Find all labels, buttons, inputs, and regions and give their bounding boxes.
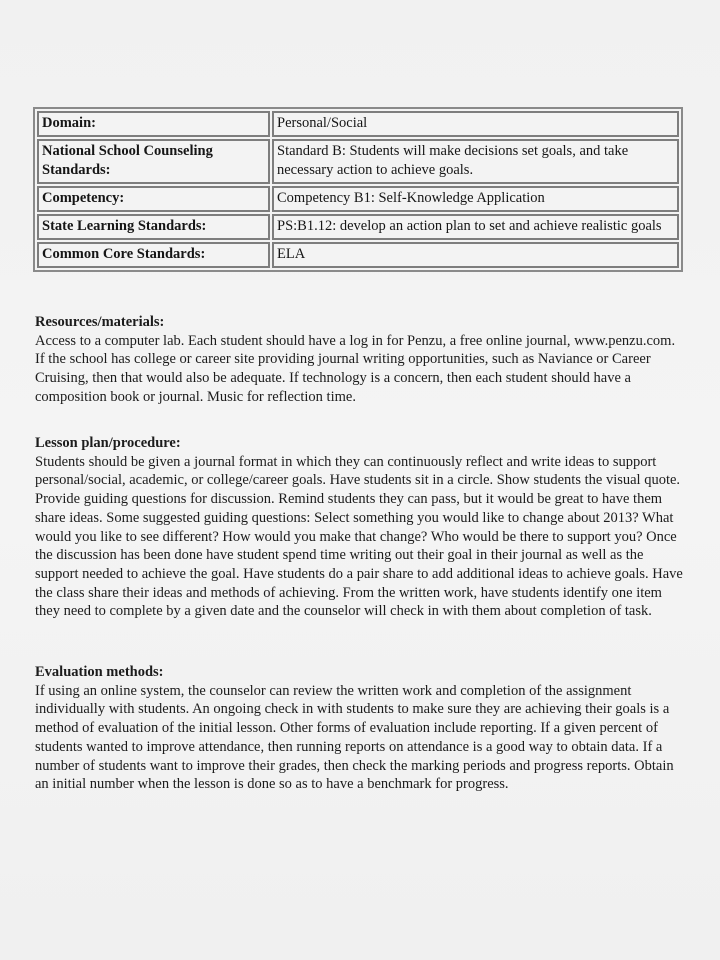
- national-standards-label: National School Counseling Standards:: [37, 139, 270, 184]
- evaluation-section: [35, 663, 685, 794]
- table-row-domain: [37, 111, 679, 137]
- lesson-heading: Lesson plan/procedure:: [35, 435, 181, 451]
- table-row-national-standards: [37, 139, 679, 184]
- resources-body: Access to a computer lab. Each student should have a log in for Penzu, a free online journal, www.penzu.com. If the school has college or career site providing journal writing opportunities, such as Naviance or Career Cruising, then that would also be adequate. If technology is a concern, then each student should have a composition book or journal. Music for reflection time.: [35, 332, 676, 405]
- common-core-label: Common Core Standards:: [37, 242, 270, 268]
- state-standards-value: PS:B1.12: develop an action plan to set and achieve realistic goals: [272, 214, 679, 240]
- national-standards-value: Standard B: Students will make decisions set goals, and take necessary action to achieve goals.: [272, 139, 679, 184]
- lesson-body: Students should be given a journal format in which they can continuously reflect and write ideas to support personal/social, academic, or college/career goals. Have students sit in a circle. Show students the visual quote. Provide guiding questions for discussion. Remind students they can pass, but it would be great to have them share ideas. Some suggested guiding questions: Select something you would like to change about 2013? What would you like to see different? How would you make that change? Who would be there to support you? Once the discussion has been done have student spend time writing out their goal in their journal as well as the support needed to achieve the goal. Have students do a pair share to add additional ideas to achieve goals. Have the class share their ideas and methods of achieving. From the written work, have students identify one item they need to complete by a given date and the counselor will check in with them about completion of task.: [35, 453, 683, 620]
- state-standards-label: State Learning Standards:: [37, 214, 270, 240]
- evaluation-heading: Evaluation methods:: [35, 664, 164, 680]
- evaluation-body: If using an online system, the counselor can review the written work and completion of the assignment individually with students. An ongoing check in with students to make sure they are achieving their goals is a method of evaluation of the initial lesson. Other forms of evaluation include reporting. If a given percent of students wanted to improve attendance, then running reports on attendance is a good way to obtain data. If a number of students want to improve their grades, then check the marking periods and progress reports. Obtain an initial number when the lesson is done so as to have a benchmark for progress.: [35, 682, 674, 793]
- competency-label: Competency:: [37, 186, 270, 212]
- table-row-common-core: [37, 242, 679, 268]
- domain-label: Domain:: [37, 111, 270, 137]
- resources-heading: Resources/materials:: [35, 314, 165, 330]
- common-core-value: ELA: [272, 242, 679, 268]
- resources-section: [35, 313, 685, 407]
- lesson-section: [35, 434, 685, 621]
- competency-value: Competency B1: Self-Knowledge Application: [272, 186, 679, 212]
- table-row-state-standards: [37, 214, 679, 240]
- domain-value: Personal/Social: [272, 111, 679, 137]
- table-row-competency: [37, 186, 679, 212]
- standards-table: [33, 107, 683, 272]
